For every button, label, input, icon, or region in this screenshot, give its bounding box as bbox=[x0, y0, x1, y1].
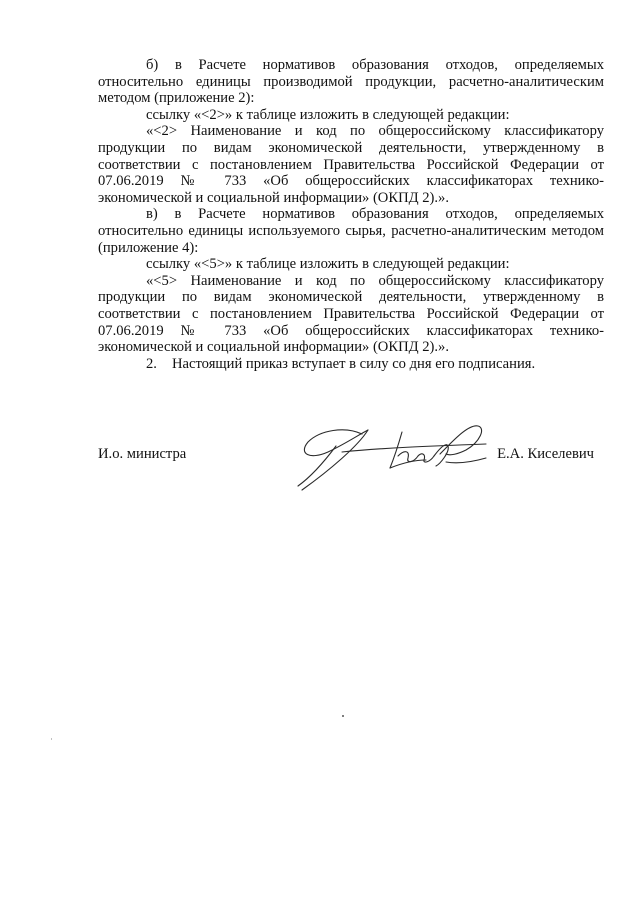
item-number: 2. bbox=[146, 355, 157, 372]
signatory-role: И.о. министра bbox=[98, 446, 187, 462]
document-body bbox=[98, 57, 604, 372]
paragraph-reference-2: ссылку «<2>» к таблице изложить в следующей редакции: bbox=[146, 106, 510, 123]
paragraph-b: б) в Расчете нормативов образования отходов, определяемых относительно единицы производимой продукции, расчетно-аналитическим методом (приложение 2): bbox=[98, 57, 604, 107]
handwritten-signature bbox=[290, 412, 500, 502]
paragraph-note-2: «<2> Наименование и код по общероссийскому классификатору продукции по видам экономической деятельности, утвержденному в соответствии с постановлением Правительства Российской Федерации от 07.06.2019 № 733 «Об общероссийских классификаторах технико-экономической и социальной информации» (ОКПД 2).». bbox=[98, 123, 604, 206]
scan-speck bbox=[51, 738, 52, 740]
scan-speck bbox=[342, 715, 344, 717]
paragraph-note-5: «<5> Наименование и код по общероссийскому классификатору продукции по видам экономической деятельности, утвержденному в соответствии с постановлением Правительства Российской Федерации от 07.06.2019 № 733 «Об общероссийских классификаторах технико-экономической и социальной информации» (ОКПД 2).». bbox=[98, 272, 604, 356]
paragraph-v: в) в Расчете нормативов образования отходов, определяемых относительно единицы используемого сырья, расчетно-аналитическим методом (приложение 4): bbox=[98, 206, 604, 256]
signatory-name: Е.А. Киселевич bbox=[497, 446, 594, 462]
item-text: Настоящий приказ вступает в силу со дня его подписания. bbox=[172, 355, 536, 372]
paragraph-reference-5: ссылку «<5>» к таблице изложить в следующей редакции: bbox=[146, 256, 510, 273]
paragraph-item-2 bbox=[98, 356, 604, 373]
